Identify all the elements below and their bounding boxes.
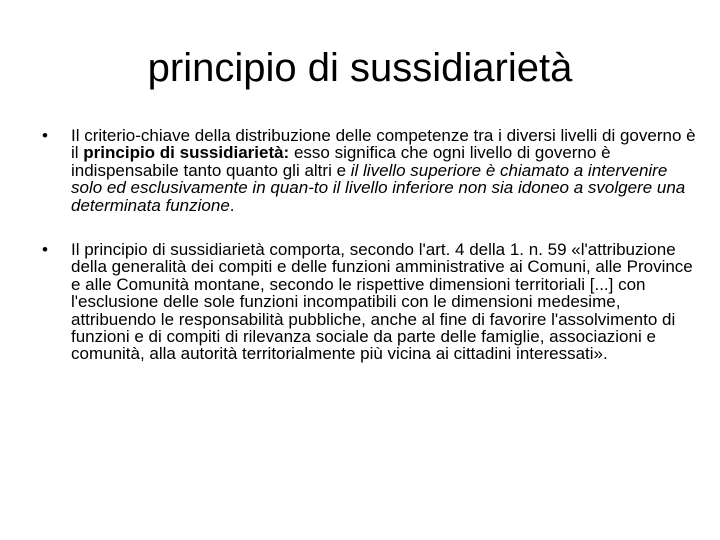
bullet-text-part: .	[229, 195, 235, 215]
bullet-item-principio	[0, 241, 703, 363]
bullet-text-italic: il livello superiore è chiamato a intervenire solo ed esclusivamente in quan-to il livello inferiore non sia idoneo a svolgere una determinata funzione	[71, 160, 686, 215]
bullet-list	[0, 127, 720, 363]
bullet-text-bold: principio di sussidiarietà:	[83, 143, 290, 163]
bullet-text-part: Il criterio-chiave della distribuzione delle competenze tra i diversi livelli di governo è il	[71, 126, 696, 163]
bullet-item-criterio	[0, 127, 703, 214]
bullet-text: Il principio di sussidiarietà comporta, secondo l'art. 4 della 1. n. 59 «l'attribuzione della generalità dei compiti e delle funzioni amministrative ai Comuni, alle Province e alle Comunità montane, secondo le rispettive dimensioni territoriali [...] con l'esclusione delle sole funzioni incompatibili con le dimensioni medesime, attribuendo le responsabilità pubbliche, anche al fine di favorire l'assolvimento di funzioni e di compiti di rilevanza sociale da parte delle famiglie, associazioni e comunità, alla autorità territorialmente più vicina ai cittadini interessati».	[71, 240, 693, 364]
bullet-text-part: esso significa che ogni livello di governo è indispensabile tanto quanto gli altri e	[71, 143, 611, 180]
bullet-marker: •	[42, 126, 48, 145]
bullet-marker: •	[42, 240, 48, 260]
slide-title: principio di sussidiarietà	[147, 46, 573, 90]
